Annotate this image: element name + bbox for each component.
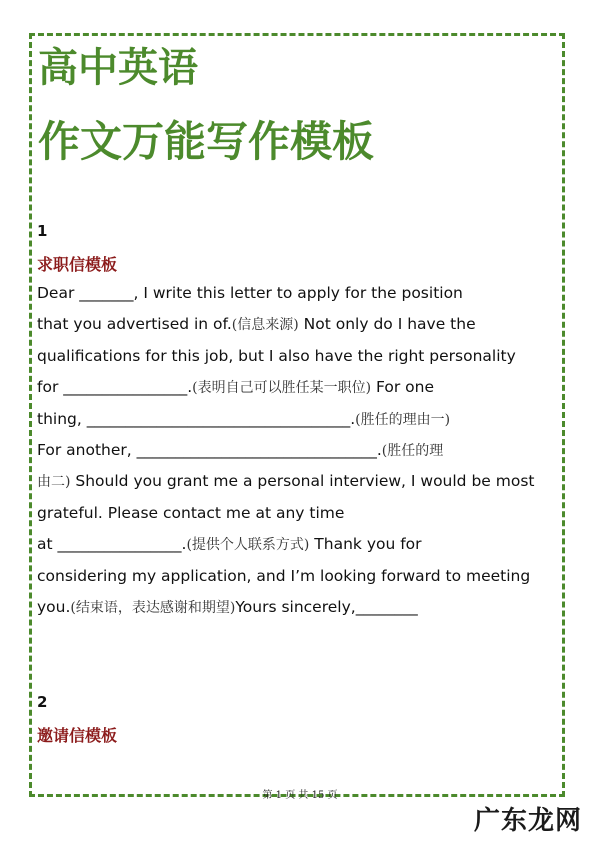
section-2-heading: 邀请信模板 [37,726,118,745]
body-line-5: thing, __________________________________.(胜任的理由一) [37,409,451,428]
body-line-11: you.(结束语，表达感谢和期望)Yours sincerely,________ [37,597,418,616]
title-line-2: 作文万能写作模板 [38,117,375,166]
page-footer: 第 1 页 共 15 页 [262,790,338,801]
body-line-2: that you advertised in of.(信息来源) Not only do I have the [37,315,476,334]
section-2-number: 2 [37,693,48,711]
title-line-1: 高中英语 [38,44,198,91]
body-line-7: 由二) Should you grant me a personal interview, I would be most [37,472,535,491]
section-1-body [37,278,567,623]
section-1-number: 1 [37,222,48,240]
body-line-6: For another, _______________________________.(胜任的理 [37,440,444,459]
section-1-heading: 求职信模板 [37,255,118,274]
body-line-9: at ________________.(提供个人联系方式) Thank you for [37,535,422,554]
body-line-4: for ________________.(表明自己可以胜任某一职位) For one [37,378,435,397]
body-line-1: Dear _______, I write this letter to apply for the position [37,284,463,302]
body-line-8: grateful. Please contact me at any time [37,503,345,522]
watermark-logo: 广东龙网 [473,806,582,836]
body-line-10: considering my application, and I’m looking forward to meeting [37,566,531,585]
body-line-3: qualifications for this job, but I also have the right personality [37,346,516,365]
